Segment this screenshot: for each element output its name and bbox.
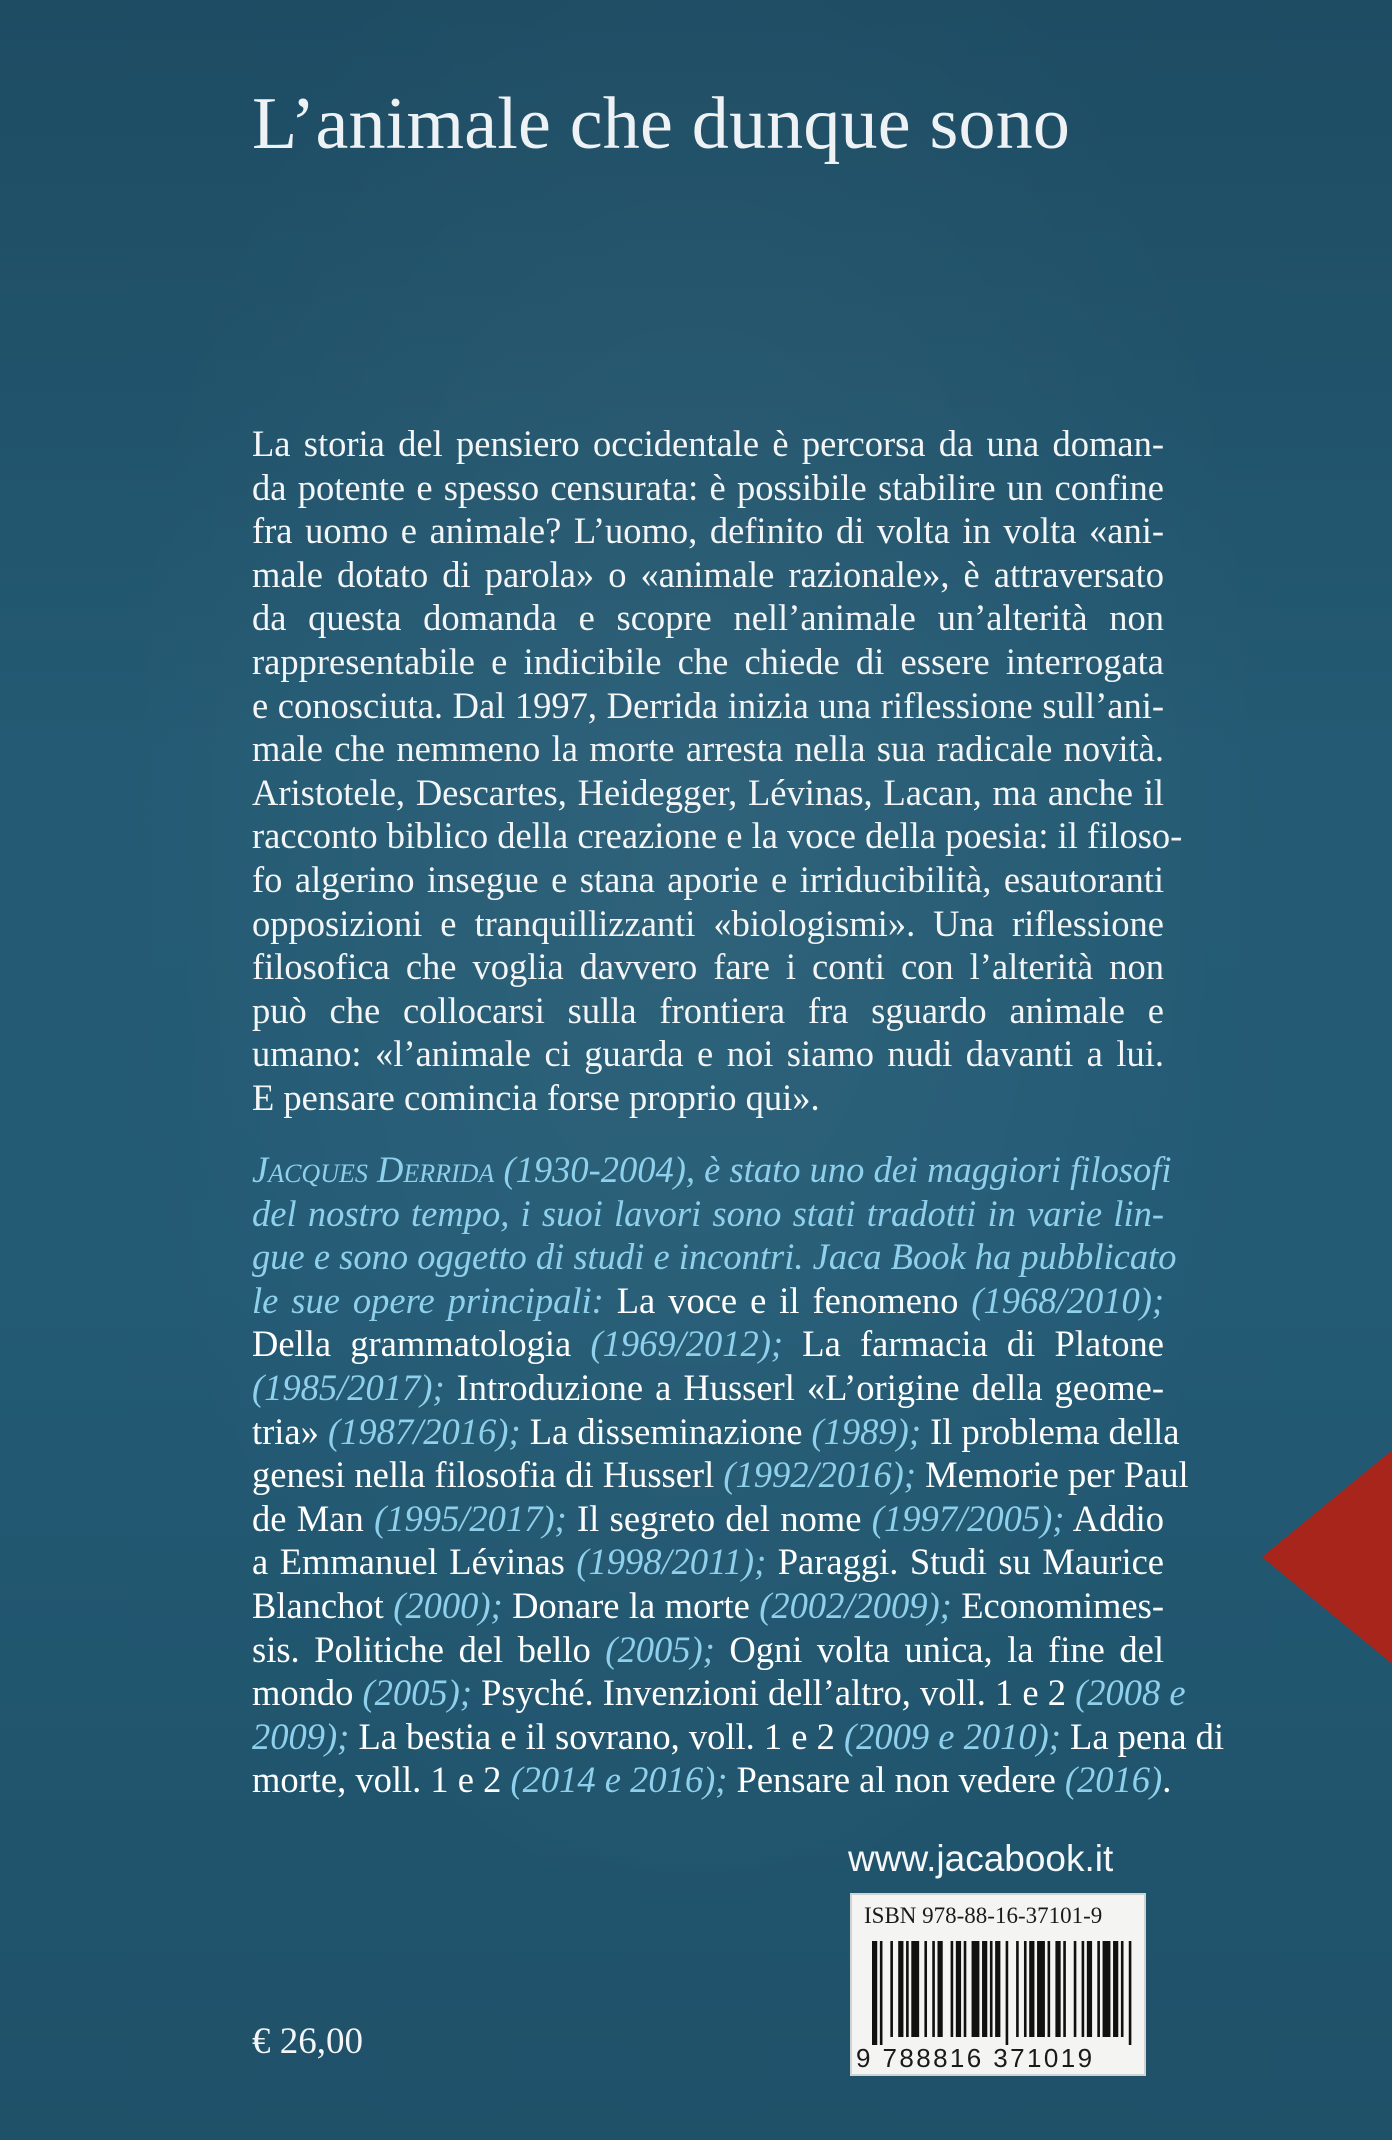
work-dates: (1985/2017); (252, 1366, 445, 1408)
barcode-bar (898, 1941, 903, 2037)
bio-end: . (1162, 1759, 1172, 1801)
description-line: opposizioni e tranquillizzanti «biologismi». Una riflessione (252, 902, 1164, 944)
description-line: da questa domanda e scopre nell’animale un’alterità non (252, 597, 1164, 639)
work-dates: (1998/2011); (576, 1541, 767, 1583)
bio-text: (1930-2004), è stato uno dei maggiori filosofi (494, 1149, 1172, 1190)
isbn-text: ISBN 978-88-16-37101-9 (864, 1903, 1103, 1928)
work-title: La voce e il fenomeno (603, 1279, 972, 1321)
barcode-label (850, 1893, 1146, 2076)
bio-line (252, 1148, 1172, 1192)
work-dates: (1995/2017); (374, 1497, 567, 1539)
bio-line (252, 1671, 1186, 1715)
barcode-bar (982, 1941, 987, 2037)
description-line: male dotato di parola» o «animale razionale», è attraversato (252, 553, 1164, 595)
work-dates: (1968/2010); (971, 1279, 1165, 1321)
description-line: Aristotele, Descartes, Heidegger, Lévinas, Lacan, ma anche il (252, 771, 1164, 813)
bio-line (252, 1279, 1164, 1323)
barcode-bar (1006, 1941, 1009, 2045)
barcode-bar (1037, 1941, 1045, 2037)
description-line: rappresentabile e indicibile che chiede di essere interrogata (252, 640, 1164, 682)
barcode-bar (951, 1941, 954, 2037)
work-title: Pensare al non vedere (727, 1759, 1065, 1801)
bio-line (252, 1453, 1189, 1497)
work-title: sis. Politiche del bello (252, 1628, 606, 1670)
book-description (252, 422, 1183, 1120)
barcode-bar (1055, 1941, 1060, 2037)
barcode-bar (880, 1941, 883, 2045)
work-title: Della grammatologia (252, 1323, 591, 1365)
work-title: La disseminazione (520, 1410, 812, 1452)
work-title: Addio (1064, 1497, 1164, 1539)
barcode-bar (924, 1941, 927, 2037)
barcode-bar (956, 1941, 961, 2037)
description-line: umano: «l’animale ci guarda e noi siamo nudi davanti a lui. (252, 1033, 1164, 1075)
bio-line: del nostro tempo, i suoi lavori sono stati tradotti in varie lin- (252, 1192, 1164, 1234)
description-line: male che nemmeno la morte arresta nella sua radicale novità. (252, 728, 1164, 770)
bio-line (252, 1540, 1164, 1584)
barcode-bar (1024, 1941, 1027, 2037)
bio-line (252, 1497, 1164, 1541)
work-dates: (2002/2009); (759, 1584, 952, 1626)
work-dates: (1992/2016); (723, 1454, 916, 1496)
work-dates: (2005); (605, 1628, 715, 1670)
work-title: a Emmanuel Lévinas (252, 1541, 577, 1583)
barcode-bar (1029, 1941, 1034, 2037)
bio-line (252, 1366, 1164, 1410)
bio-line (252, 1584, 1164, 1628)
description-line: può che collocarsi sulla frontiera fra sguardo animale e (252, 989, 1164, 1031)
work-title: de Man (252, 1497, 375, 1539)
work-dates: (1969/2012); (590, 1323, 784, 1365)
description-line: E pensare comincia forse proprio qui». (252, 1076, 820, 1118)
work-title: La pena di (1060, 1715, 1225, 1757)
barcode-bar (1129, 1941, 1132, 2045)
barcode-bar (972, 1941, 980, 2037)
bio-text: le sue opere principali: (252, 1279, 604, 1321)
barcode-bar (906, 1941, 909, 2037)
barcode-bar (1097, 1941, 1100, 2037)
barcode-bar (890, 1941, 893, 2037)
barcode-icon (872, 1941, 1134, 2045)
work-dates: (2016) (1064, 1759, 1163, 1801)
work-title: Donare la morte (502, 1584, 760, 1626)
barcode-bar (938, 1941, 943, 2037)
barcode-bar (1082, 1941, 1085, 2037)
publisher-website: www.jacabook.it (848, 1838, 1114, 1879)
work-dates: 2009); (252, 1715, 350, 1757)
description-line: racconto biblico della creazione e la voce della poesia: il filoso- (252, 815, 1183, 857)
work-title: tria» (252, 1410, 329, 1452)
bio-line (252, 1410, 1180, 1454)
work-dates: (2005); (362, 1672, 472, 1714)
barcode-digits: 9 788816 371019 (856, 2043, 1095, 2073)
work-title: La farmacia di Platone (783, 1323, 1164, 1365)
book-title: L’animale che dunque sono (252, 83, 1071, 165)
work-dates: (2009 e 2010); (843, 1715, 1061, 1757)
work-title: morte, voll. 1 e 2 (252, 1759, 511, 1801)
work-title: Il problema della (921, 1410, 1180, 1452)
bio-line (252, 1628, 1164, 1672)
description-line: fra uomo e animale? L’uomo, definito di volta in volta «ani- (252, 510, 1164, 552)
work-title: La bestia e il sovrano, voll. 1 e 2 (349, 1715, 844, 1757)
work-title: Psyché. Invenzioni dell’altro, voll. 1 e 2 (472, 1672, 1076, 1714)
work-dates: (2008 e (1075, 1672, 1186, 1714)
barcode-bar (990, 1941, 993, 2037)
work-dates: (1989); (811, 1410, 921, 1452)
work-title: Introduzione a Husserl «L’origine della geome- (444, 1366, 1164, 1408)
barcode-bar (1016, 1941, 1019, 2037)
barcode-bar (1087, 1941, 1092, 2037)
work-title: Il segreto del nome (566, 1497, 872, 1539)
barcode-bar (1103, 1941, 1111, 2037)
barcode-bar (1063, 1941, 1066, 2037)
description-line: fo algerino insegue e stana aporie e irriducibilità, esautoranti (252, 858, 1164, 900)
red-edge-tab (1262, 1442, 1392, 1672)
description-line: filosofica che voglia davvero fare i conti con l’alterità non (252, 946, 1164, 988)
work-dates: (2000); (393, 1584, 503, 1626)
work-title: genesi nella filosofia di Husserl (252, 1454, 724, 1496)
barcode-bar (1048, 1941, 1051, 2037)
work-title: mondo (252, 1672, 363, 1714)
bio-line (252, 1758, 1172, 1802)
bio-line (252, 1322, 1164, 1366)
work-title: Paraggi. Studi su Maurice (766, 1541, 1164, 1583)
book-price: € 26,00 (252, 2021, 363, 2062)
barcode-bar (872, 1941, 877, 2045)
work-dates: (2014 e 2016); (510, 1759, 728, 1801)
description-line: La storia del pensiero occidentale è percorsa da una doman- (252, 423, 1164, 464)
work-title: Memorie per Paul (915, 1454, 1189, 1496)
barcode-bar (932, 1941, 935, 2037)
author-name: Jacques Derrida (252, 1149, 495, 1190)
barcode-bar (911, 1941, 919, 2037)
bio-line: gue e sono oggetto di studi e incontri. Jaca Book ha pubblicato (252, 1236, 1177, 1278)
work-title: Economimes- (951, 1584, 1164, 1626)
bio-line (252, 1715, 1225, 1759)
barcode-bar (1074, 1941, 1077, 2037)
work-title: Ogni volta unica, la fine del (714, 1628, 1165, 1670)
description-line: da potente e spesso censurata: è possibile stabilire un confine (252, 466, 1164, 508)
barcode-bar (964, 1941, 967, 2037)
barcode-bar (1121, 1941, 1124, 2037)
barcode-bar (1113, 1941, 1118, 2037)
work-dates: (1987/2016); (328, 1410, 521, 1452)
work-title: Blanchot (252, 1584, 394, 1626)
barcode-bar (995, 1941, 1000, 2037)
description-line: e conosciuta. Dal 1997, Derrida inizia una riflessione sull’ani- (252, 684, 1164, 726)
author-bio (252, 1148, 1225, 1802)
work-dates: (1997/2005); (871, 1497, 1065, 1539)
